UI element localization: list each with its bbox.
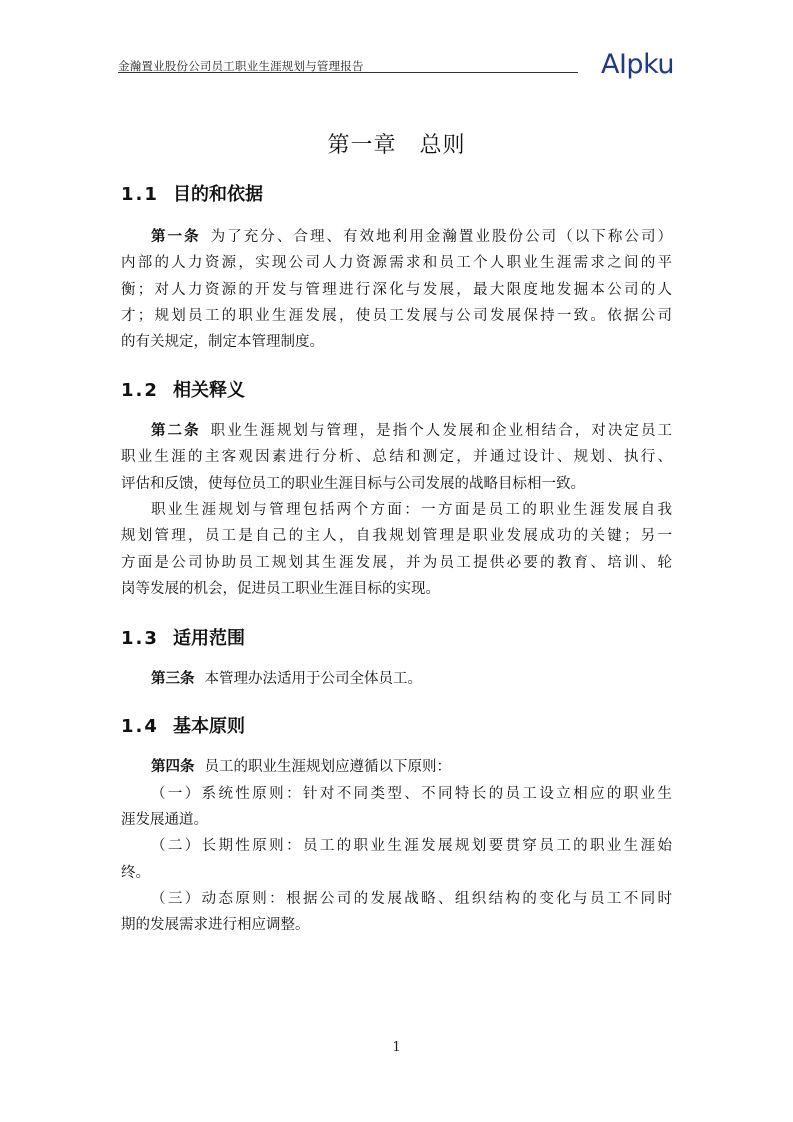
paragraph-line <box>151 669 672 689</box>
article-label: 第三条 <box>151 671 195 687</box>
paragraph-line: （二）长期性原则：员工的职业生涯发展规划要贯穿员工的职业生涯始 <box>151 838 672 854</box>
section-number: 1.4 <box>121 716 159 737</box>
paragraph-text: 员工的职业生涯规划应遵循以下原则： <box>204 759 451 775</box>
paragraph-line: 评估和反馈，使每位员工的职业生涯目标与公司发展的战略目标相一致。 <box>121 476 585 492</box>
paragraph-line: 规划管理，员工是自己的主人，自我规划管理是职业发展成功的关键；另一 <box>121 528 672 544</box>
page-header <box>118 49 674 82</box>
paragraph-line: 终。 <box>121 865 150 881</box>
section-title: 目的和依据 <box>173 184 263 205</box>
section-heading <box>121 624 245 650</box>
paragraph-line: （三）动态原则：根据公司的发展战略、组织结构的变化与员工不同时 <box>151 891 672 907</box>
header-rule <box>118 72 578 73</box>
section-heading <box>121 376 245 402</box>
paragraph-line: 涯发展通道。 <box>121 812 208 828</box>
company-logo: AIpku <box>601 49 674 80</box>
paragraph-line: 岗等发展的机会，促进员工职业生涯目标的实现。 <box>121 581 440 597</box>
paragraph-line: 职业生涯的主客观因素进行分析、总结和测定，并通过设计、规划、执行、 <box>121 449 672 465</box>
section-number: 1.2 <box>121 380 159 401</box>
section-title: 基本原则 <box>173 716 245 737</box>
paragraph-line: （一）系统性原则：针对不同类型、不同特长的员工设立相应的职业生 <box>151 786 672 802</box>
page-number: 1 <box>392 1040 401 1055</box>
paragraph-line <box>151 227 672 247</box>
article-label: 第一条 <box>151 229 201 245</box>
section-heading <box>121 712 245 738</box>
section-heading <box>121 180 263 206</box>
paragraph-line: 期的发展需求进行相应调整。 <box>121 917 310 933</box>
paragraph-line: 衡；对人力资源的开发与管理进行深化与发展，最大限度地发掘本公司的人 <box>121 282 672 298</box>
chapter-title: 第一章 总则 <box>327 133 466 158</box>
article-label: 第四条 <box>151 759 195 775</box>
paragraph-text: 为了充分、合理、有效地利用金瀚置业股份公司（以下称公司） <box>210 229 673 245</box>
paragraph-line: 方面是公司协助员工规划其生涯发展，并为员工提供必要的教育、培训、轮 <box>121 555 672 571</box>
document-title: 金瀚置业股份公司员工职业生涯规划与管理报告 <box>118 59 364 73</box>
paragraph-text: 本管理办法适用于公司全体员工。 <box>204 671 422 687</box>
paragraph-line: 内部的人力资源，实现公司人力资源需求和员工个人职业生涯需求之间的平 <box>121 255 672 271</box>
section-title: 相关释义 <box>173 380 245 401</box>
paragraph-line: 才；规划员工的职业生涯发展，使员工发展与公司发展保持一致。依据公司 <box>121 308 672 324</box>
paragraph-line: 的有关规定，制定本管理制度。 <box>121 334 324 350</box>
article-label: 第二条 <box>151 423 201 439</box>
paragraph-line <box>151 421 672 441</box>
section-title: 适用范围 <box>173 628 245 649</box>
section-number: 1.3 <box>121 628 159 649</box>
paragraph-text: 职业生涯规划与管理，是指个人发展和企业相结合，对决定员工 <box>210 423 673 439</box>
paragraph-line: 职业生涯规划与管理包括两个方面：一方面是员工的职业生涯发展自我 <box>151 502 672 518</box>
section-number: 1.1 <box>121 184 159 205</box>
paragraph-line <box>151 757 672 777</box>
